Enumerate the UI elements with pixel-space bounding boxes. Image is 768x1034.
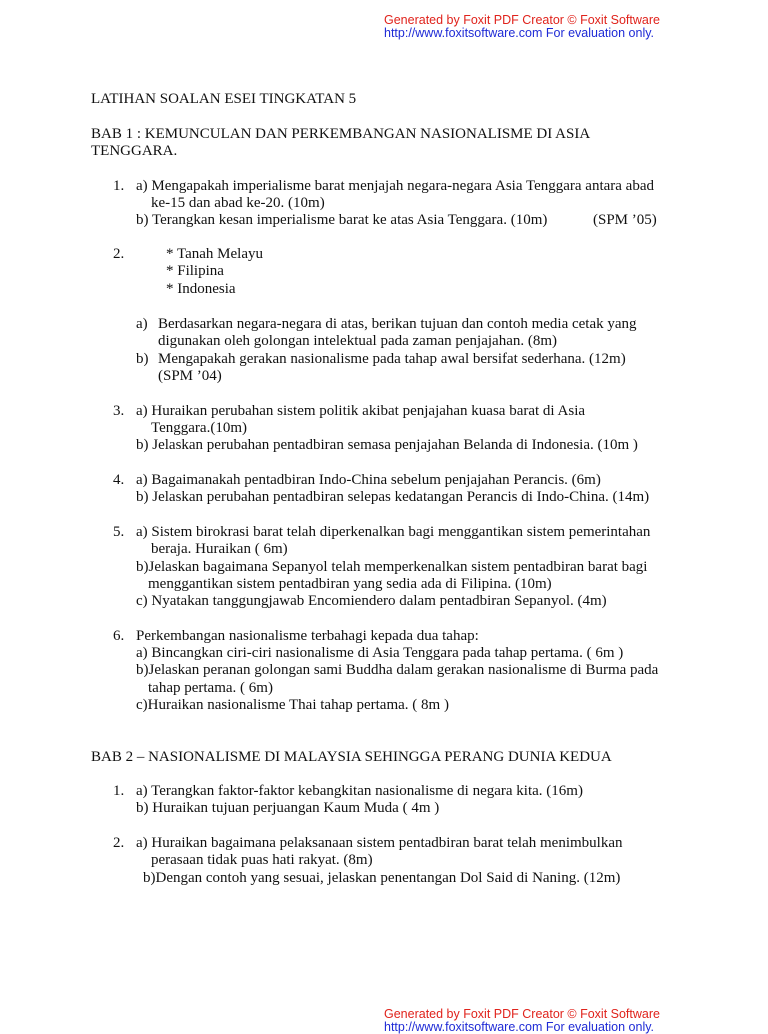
bab1-heading-line2: TENGGARA. — [91, 143, 178, 159]
bab1-q1-number: 1. — [113, 178, 125, 194]
bab1-q2-number: 2. — [113, 246, 125, 262]
bab1-q2-list-item: * Indonesia — [166, 281, 236, 297]
bab1-q4-b: b) Jelaskan perubahan pentadbiran selepas kedatangan Perancis di Indo-China. (14m) — [136, 489, 650, 505]
watermark-line-1: Generated by Foxit PDF Creator © Foxit Software — [384, 13, 660, 27]
bab1-q2-b-label: b) — [136, 351, 149, 367]
bab1-q6-c: c)Huraikan nasionalisme Thai tahap pertama. ( 8m ) — [136, 697, 449, 713]
watermark-bottom — [384, 1007, 660, 1034]
bab1-q6-number: 6. — [113, 628, 125, 644]
bab1-heading-line1: BAB 1 : KEMUNCULAN DAN PERKEMBANGAN NASIONALISME DI ASIA — [91, 126, 591, 142]
bab1-q5-a-line2: beraja. Huraikan ( 6m) — [151, 541, 288, 557]
bab1-q2-a-label: a) — [136, 316, 148, 332]
bab1-q5-c: c) Nyatakan tanggungjawab Encomiendero dalam pentadbiran Sepanyol. (4m) — [136, 593, 607, 609]
bab2-q2-a-line1: a) Huraikan bagaimana pelaksanaan sistem pentadbiran barat telah menimbulkan — [136, 835, 623, 851]
bab1-q5-a-line1: a) Sistem birokrasi barat telah diperkenalkan bagi menggantikan sistem pemerintahan — [136, 524, 651, 540]
bab1-q2-list-item: * Filipina — [166, 263, 224, 279]
watermark-line-2: http://www.foxitsoftware.com For evaluation only. — [384, 26, 655, 40]
bab1-q6-a: a) Bincangkan ciri-ciri nasionalisme di Asia Tenggara pada tahap pertama. ( 6m ) — [136, 645, 624, 661]
bab2-q2-number: 2. — [113, 835, 125, 851]
bab1-q5-number: 5. — [113, 524, 125, 540]
page-title: LATIHAN SOALAN ESEI TINGKATAN 5 — [91, 91, 357, 107]
bab1-q2-list-item: * Tanah Melayu — [166, 246, 263, 262]
bab1-q4-a: a) Bagaimanakah pentadbiran Indo-China sebelum penjajahan Perancis. (6m) — [136, 472, 601, 488]
bab1-q6-intro: Perkembangan nasionalisme terbahagi kepada dua tahap: — [136, 628, 479, 644]
bab1-q6-b-line1: b)Jelaskan peranan golongan sami Buddha dalam gerakan nasionalisme di Burma pada — [136, 662, 659, 678]
bab1-q5-b-line1: b)Jelaskan bagaimana Sepanyol telah memperkenalkan sistem pentadbiran barat bagi — [136, 559, 648, 575]
bab1-q3-a-line1: a) Huraikan perubahan sistem politik akibat penjajahan kuasa barat di Asia — [136, 403, 586, 419]
bab1-q1-b: b) Terangkan kesan imperialisme barat ke atas Asia Tenggara. (10m) — [136, 212, 548, 228]
bab1-q3-number: 3. — [113, 403, 125, 419]
bab1-q3-b: b) Jelaskan perubahan pentadbiran semasa penjajahan Belanda di Indonesia. (10m ) — [136, 437, 638, 453]
bab2-q2-a-line2: perasaan tidak puas hati rakyat. (8m) — [151, 852, 373, 868]
bab1-q2-b-line1: Mengapakah gerakan nasionalisme pada tahap awal bersifat sederhana. (12m) — [158, 351, 626, 367]
bab1-q1-tag: (SPM ’05) — [593, 212, 657, 228]
bab1-q2-a-line1: Berdasarkan negara-negara di atas, berikan tujuan dan contoh media cetak yang — [158, 316, 637, 332]
bab2-heading: BAB 2 – NASIONALISME DI MALAYSIA SEHINGGA PERANG DUNIA KEDUA — [91, 749, 612, 765]
bab1-q6-b-line2: tahap pertama. ( 6m) — [148, 680, 273, 696]
bab1-q1-a-line1: a) Mengapakah imperialisme barat menjajah negara-negara Asia Tenggara antara abad — [136, 178, 654, 194]
watermark-top — [384, 14, 660, 40]
bab1-q5-b-line2: menggantikan sistem pentadbiran yang sedia ada di Filipina. (10m) — [148, 576, 552, 592]
bab1-q2-a-line2: digunakan oleh golongan intelektual pada zaman penjajahan. (8m) — [158, 333, 558, 349]
bab2-q2-b: b)Dengan contoh yang sesuai, jelaskan penentangan Dol Said di Naning. (12m) — [143, 870, 621, 886]
bab1-q4-number: 4. — [113, 472, 125, 488]
watermark-line-2: http://www.foxitsoftware.com For evaluation only. — [384, 1020, 655, 1034]
bab2-q1-b: b) Huraikan tujuan perjuangan Kaum Muda ( 4m ) — [136, 800, 440, 816]
bab1-q2-b-line2: (SPM ’04) — [158, 368, 222, 384]
bab1-q3-a-line2: Tenggara.(10m) — [151, 420, 247, 436]
watermark-line-1: Generated by Foxit PDF Creator © Foxit Software — [384, 1007, 660, 1021]
bab2-q1-number: 1. — [113, 783, 125, 799]
bab1-q1-a-line2: ke-15 dan abad ke-20. (10m) — [151, 195, 325, 211]
bab2-q1-a: a) Terangkan faktor-faktor kebangkitan nasionalisme di negara kita. (16m) — [136, 783, 583, 799]
